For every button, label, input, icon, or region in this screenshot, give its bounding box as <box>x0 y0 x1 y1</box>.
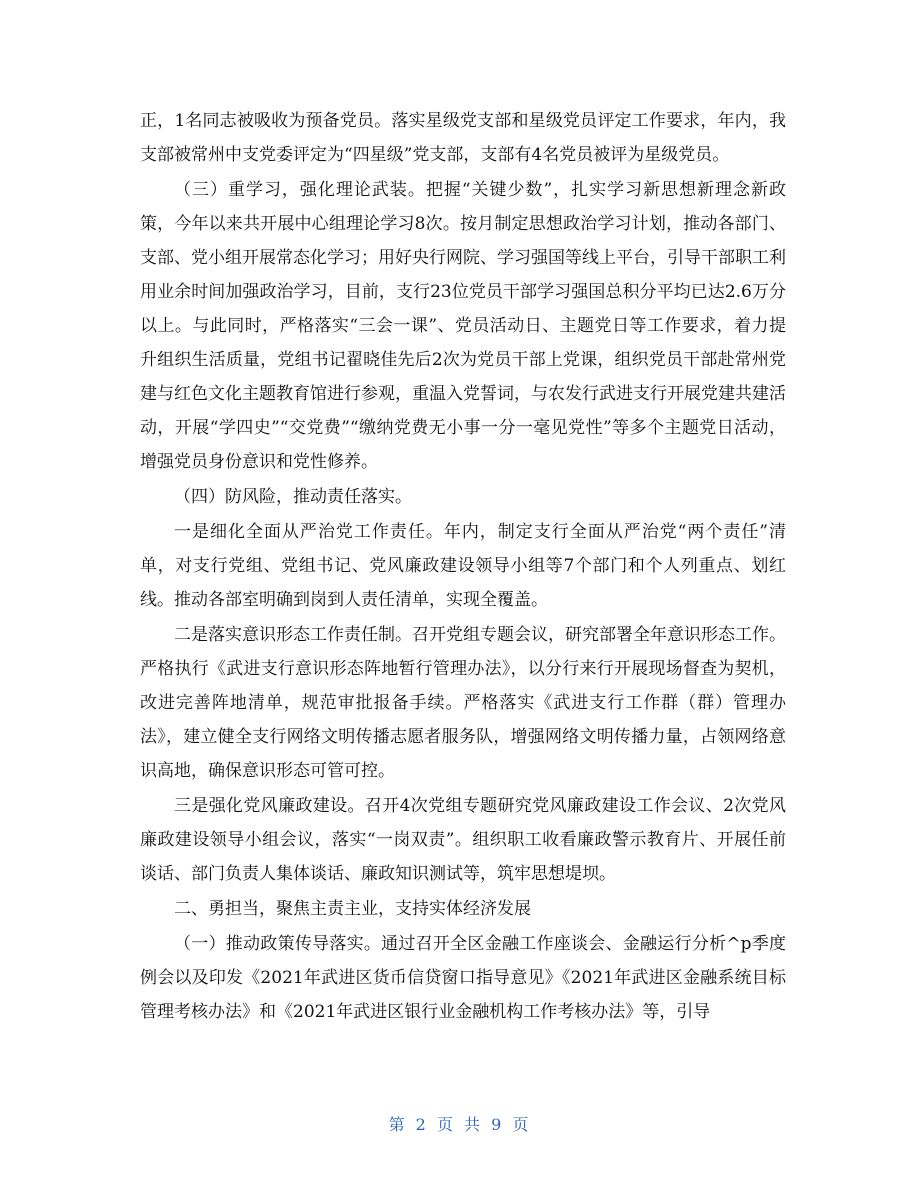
section-heading-risk: （四）防风险，推动责任落实。 <box>174 487 412 507</box>
paragraph-policy-transmission: （一）推动政策传导落实。通过召开全区金融工作座谈会、金融运行分析^p季度例会以及印发《2021年武进区货币信贷窗口指导意见》《2021年武进区金融系统目标管理考核办法》和《2021年武进区银行业金融机构工作考核办法》等，引导 <box>140 934 786 1022</box>
paragraph-party-responsibility: 一是细化全面从严治党工作责任。年内，制定支行全面从严治党“两个责任”清单，对支行党组、党组书记、党风廉政建设领导小组等7个部门和个人列重点、划红线。推动各部室明确到岗到人责任清单，实现全覆盖。 <box>140 522 786 610</box>
document-body <box>140 104 786 1030</box>
paragraph-integrity-building: 三是强化党风廉政建设。召开4次党组专题研究党风廉政建设工作会议、2次党风廉政建设领导小组会议，落实“一岗双责”。组织职工收看廉政警示教育片、开展任前谈话、部门负责人集体谈话、廉政知识测试等，筑牢思想堤坝。 <box>140 796 786 884</box>
section-heading-responsibility: 二、勇担当，聚焦主责主业，支持实体经济发展 <box>174 899 531 919</box>
page-number-footer: 第 2 页 共 9 页 <box>388 1115 532 1134</box>
paragraph-ideology-responsibility: 二是落实意识形态工作责任制。召开党组专题会议，研究部署全年意识形态工作。严格执行《武进支行意识形态阵地暂行管理办法》，以分行来行开展现场督查为契机，改进完善阵地清单，规范审批报备手续。严格落实《武进支行工作群（群）管理办法》，建立健全支行网络文明传播志愿者服务队，增强网络文明传播力量，占领网络意识高地，确保意识形态可管可控。 <box>140 625 786 781</box>
paragraph-study-section: （三）重学习，强化理论武装。把握“关键少数”，扎实学习新思想新理念新政策，今年以来共开展中心组理论学习8次。按月制定思想政治学习计划，推动各部门、支部、党小组开展常态化学习；用好央行网院、学习强国等线上平台，引导干部职工利用业余时间加强政治学习，目前，支行23位党员干部学习强国总积分平均已达2.6万分以上。与此同时，严格落实“三会一课”、党员活动日、主题党日等工作要求，着力提升组织生活质量，党组书记翟晓佳先后2次为党员干部上党课，组织党员干部赴常州党建与红色文化主题教育馆进行参观，重温入党誓词，与农发行武进支行开展党建共建活动，开展“学四史”“交党费”“缴纳党费无小事一分一毫见党性”等多个主题党日活动，增强党员身份意识和党性修养。 <box>140 180 786 472</box>
paragraph-continuation: 正，1名同志被吸收为预备党员。落实星级党支部和星级党员评定工作要求，年内，我支部被常州中支党委评定为“四星级”党支部，支部有4名党员被评为星级党员。 <box>140 111 786 165</box>
